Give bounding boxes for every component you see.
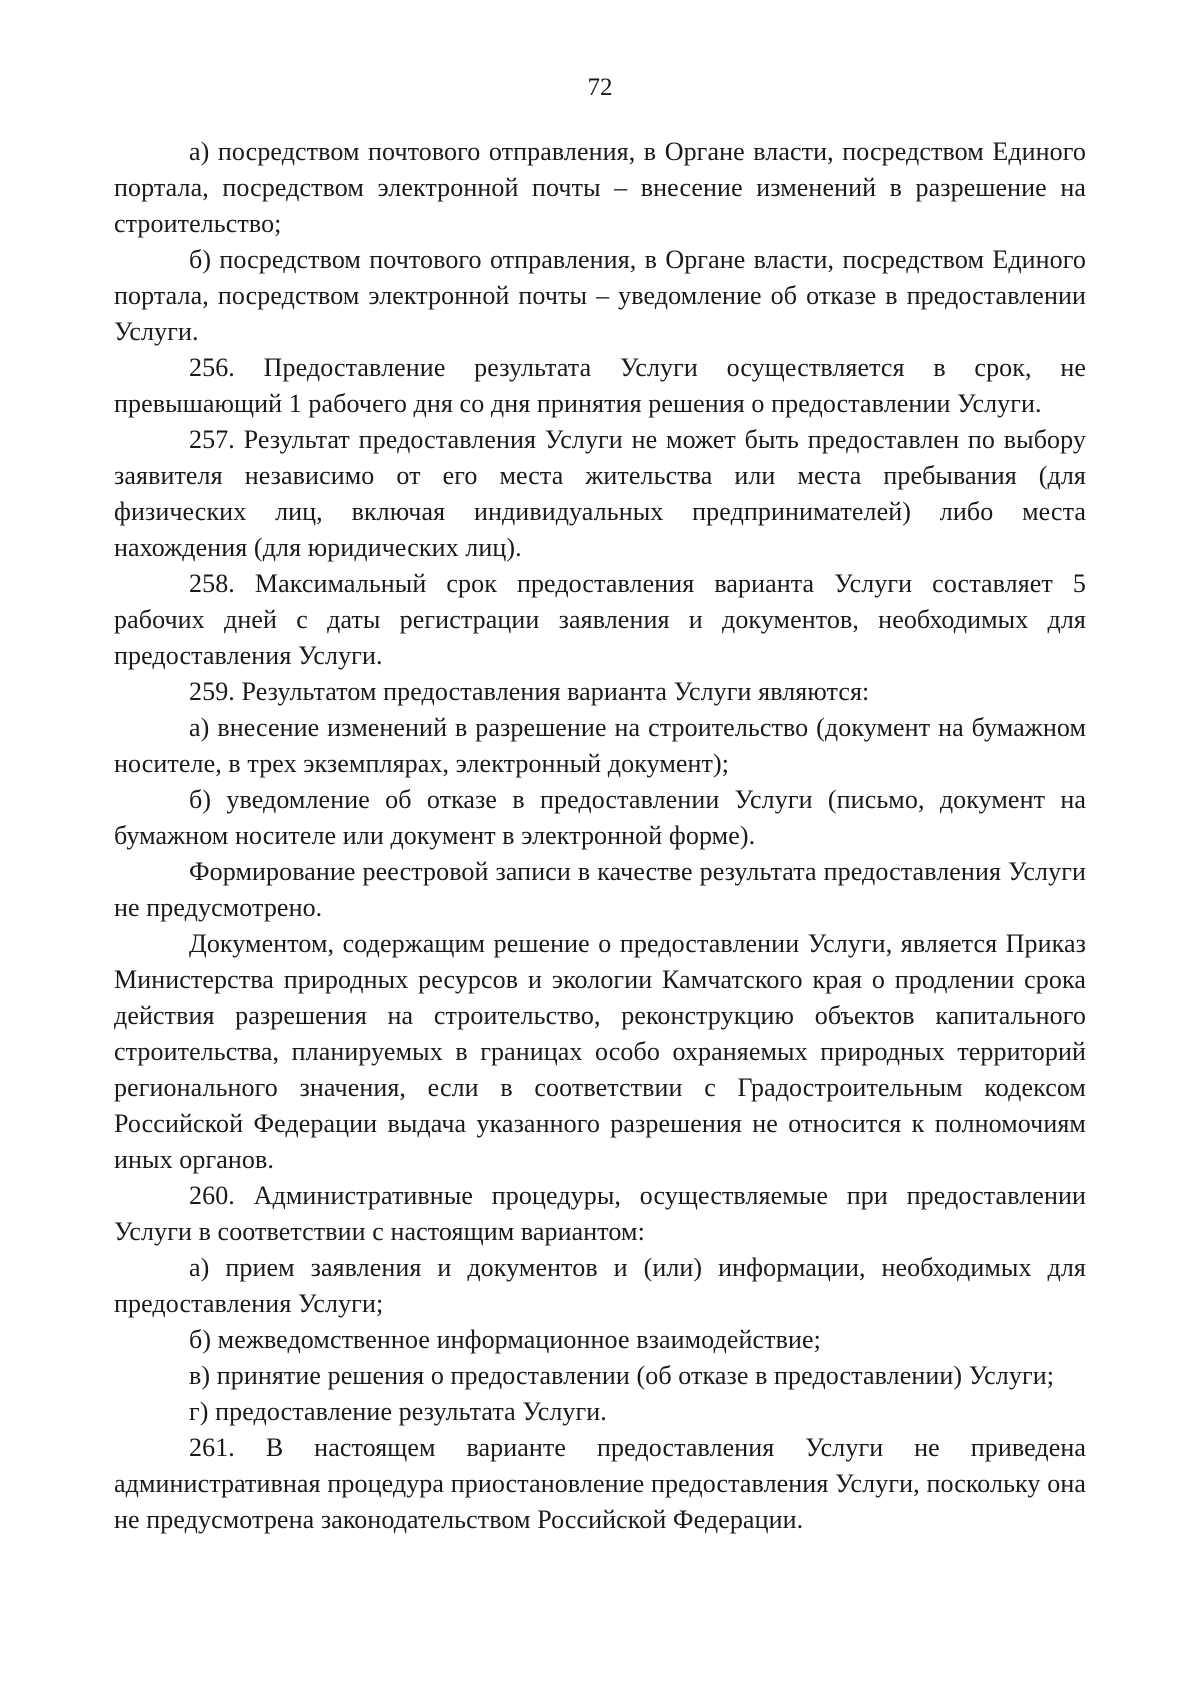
paragraph-260-b: б) межведомственное информационное взаимодействие; — [189, 1325, 821, 1354]
paragraph-259-a: а) внесение изменений в разрешение на строительство (документ на бумажном носителе, в трех экземплярах, электронный документ); — [114, 713, 1086, 778]
paragraph-256: 256. Предоставление результата Услуги осуществляется в срок, не превышающий 1 рабочего дня со дня принятия решения о предоставлении Услуги. — [114, 353, 1086, 418]
paragraph-260: 260. Административные процедуры, осуществляемые при предоставлении Услуги в соответствии с настоящим вариантом: — [114, 1181, 1086, 1246]
document-body — [114, 134, 1086, 1538]
paragraph-b-refusal-delivery: б) посредством почтового отправления, в Органе власти, посредством Единого портала, посредством электронной почты – уведомление об отказе в предоставлении Услуги. — [114, 245, 1086, 346]
paragraph-257: 257. Результат предоставления Услуги не может быть предоставлен по выбору заявителя независимо от его места жительства или места пребывания (для физических лиц, включая индивидуальных предпринимателей) либо места нахождения (для юридических лиц). — [114, 425, 1086, 562]
paragraph-registry-record: Формирование реестровой записи в качестве результата предоставления Услуги не предусмотрено. — [114, 857, 1086, 922]
paragraph-a-changes-delivery: а) посредством почтового отправления, в Органе власти, посредством Единого портала, посредством электронной почты – внесение изменений в разрешение на строительство; — [114, 137, 1086, 238]
paragraph-decision-document: Документом, содержащим решение о предоставлении Услуги, является Приказ Министерства природных ресурсов и экологии Камчатского края о продлении срока действия разрешения на строительство, реконструкцию объектов капитального строительства, планируемых в границах особо охраняемых природных территорий регионального значения, если в соответствии с Градостроительным кодексом Российской Федерации выдача указанного разрешения не относится к полномочиям иных органов. — [114, 929, 1086, 1174]
paragraph-261: 261. В настоящем варианте предоставления Услуги не приведена административная процедура приостановление предоставления Услуги, поскольку она не предусмотрена законодательством Российской Федерации. — [114, 1433, 1086, 1534]
paragraph-259-b: б) уведомление об отказе в предоставлении Услуги (письмо, документ на бумажном носителе или документ в электронной форме). — [114, 785, 1086, 850]
paragraph-260-v: в) принятие решения о предоставлении (об отказе в предоставлении) Услуги; — [189, 1361, 1055, 1390]
paragraph-260-g: г) предоставление результата Услуги. — [189, 1397, 607, 1426]
paragraph-259: 259. Результатом предоставления варианта Услуги являются: — [189, 677, 870, 706]
paragraph-258: 258. Максимальный срок предоставления варианта Услуги составляет 5 рабочих дней с даты регистрации заявления и документов, необходимых для предоставления Услуги. — [114, 569, 1086, 670]
page-number: 72 — [587, 74, 613, 101]
paragraph-260-a: а) прием заявления и документов и (или) информации, необходимых для предоставления Услуги; — [114, 1253, 1086, 1318]
